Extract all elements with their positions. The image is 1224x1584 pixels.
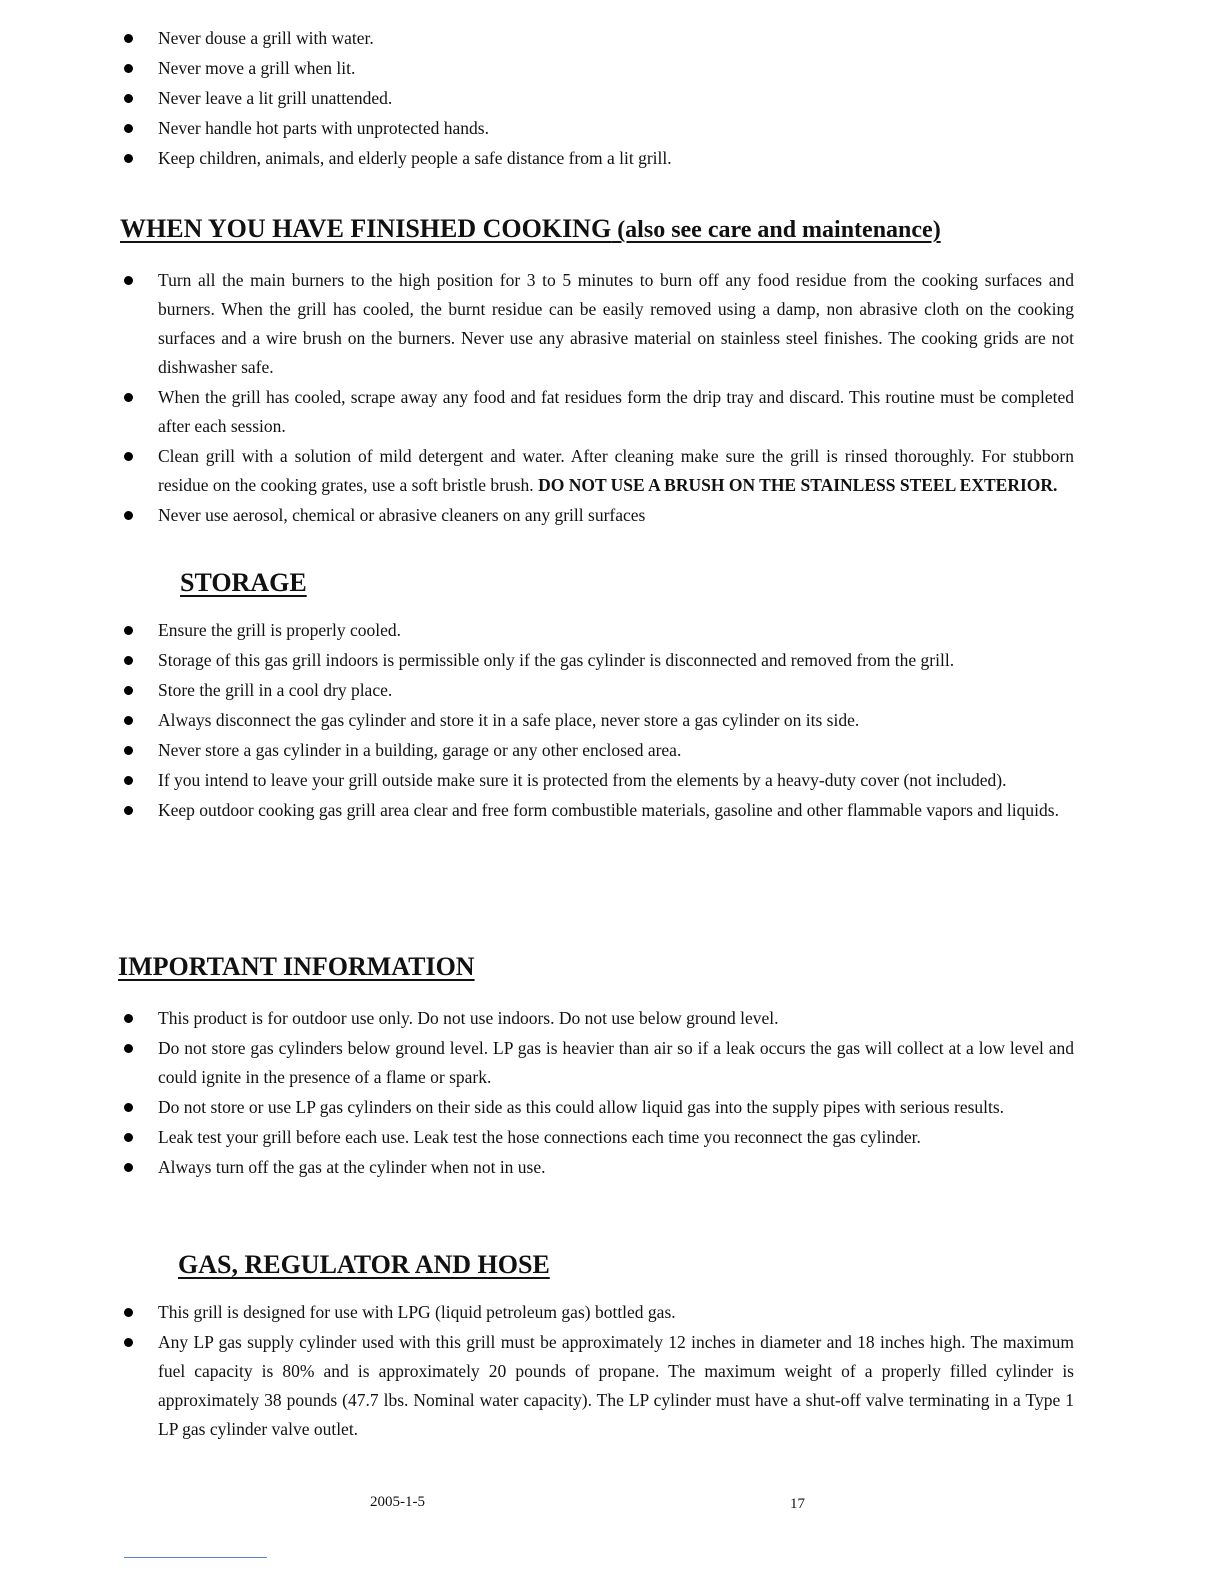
bullet-icon <box>124 746 133 755</box>
list-item: When the grill has cooled, scrape away any food and fat residues form the drip tray and discard. This routine must be completed after each session. <box>0 383 1224 441</box>
bullet-icon <box>124 1014 133 1023</box>
list-item: Never leave a lit grill unattended. <box>0 84 1224 113</box>
finished-list <box>0 266 1224 530</box>
list-item: Ensure the grill is properly cooled. <box>0 616 1224 645</box>
list-item: Never store a gas cylinder in a building, garage or any other enclosed area. <box>0 736 1224 765</box>
list-item: Storage of this gas grill indoors is permissible only if the gas cylinder is disconnected and removed from the grill. <box>0 646 1224 675</box>
list-item: Keep children, animals, and elderly people a safe distance from a lit grill. <box>0 144 1224 173</box>
page-number: 17 <box>790 1496 805 1512</box>
bullet-icon <box>124 626 133 635</box>
bullet-icon <box>124 806 133 815</box>
bullet-icon <box>124 656 133 665</box>
list-item: Turn all the main burners to the high position for 3 to 5 minutes to burn off any food residue from the cooking surfaces and burners. When the grill has cooled, the burnt residue can be easily removed using a damp, non abrasive cloth on the cooking surfaces and a wire brush on the burners. Never use any abrasive material on stainless steel finishes. The cooking grids are not dishwasher safe. <box>0 266 1224 382</box>
list-item: Never douse a grill with water. <box>0 24 1224 53</box>
important-list <box>0 1004 1224 1182</box>
bullet-icon <box>124 1103 133 1112</box>
bullet-icon <box>124 1133 133 1142</box>
gas-list <box>0 1298 1224 1444</box>
list-item: Never move a grill when lit. <box>0 54 1224 83</box>
footer-rule <box>124 1557 267 1558</box>
list-item: Keep outdoor cooking gas grill area clear and free form combustible materials, gasoline and other flammable vapors and liquids. <box>0 796 1224 825</box>
storage-section <box>0 616 1224 826</box>
list-item: Do not store or use LP gas cylinders on their side as this could allow liquid gas into the supply pipes with serious results. <box>0 1093 1224 1122</box>
list-item: Do not store gas cylinders below ground level. LP gas is heavier than air so if a leak occurs the gas will collect at a low level and could ignite in the presence of a flame or spark. <box>0 1034 1224 1092</box>
list-item: This grill is designed for use with LPG (liquid petroleum gas) bottled gas. <box>0 1298 1224 1327</box>
gas-section <box>0 1298 1224 1445</box>
bullet-icon <box>124 1163 133 1172</box>
list-item: Always disconnect the gas cylinder and store it in a safe place, never store a gas cylinder on its side. <box>0 706 1224 735</box>
gas-heading: GAS, REGULATOR AND HOSE <box>178 1250 550 1279</box>
bullet-icon <box>124 686 133 695</box>
bullet-icon <box>124 716 133 725</box>
bullet-icon <box>124 94 133 103</box>
storage-heading: STORAGE <box>180 568 307 597</box>
bullet-icon <box>124 124 133 133</box>
footer-date: 2005-1-5 <box>370 1494 425 1510</box>
important-heading: IMPORTANT INFORMATION <box>118 952 475 981</box>
finished-section <box>0 266 1224 531</box>
list-item: Store the grill in a cool dry place. <box>0 676 1224 705</box>
bullet-icon <box>124 1338 133 1347</box>
list-item: Never handle hot parts with unprotected hands. <box>0 114 1224 143</box>
bullet-icon <box>124 511 133 520</box>
list-item: Never use aerosol, chemical or abrasive cleaners on any grill surfaces <box>0 501 1224 530</box>
list-item: Any LP gas supply cylinder used with this grill must be approximately 12 inches in diameter and 18 inches high. The maximum fuel capacity is 80% and is approximately 20 pounds of propane. The maximum weight of a properly filled cylinder is approximately 38 pounds (47.7 lbs. Nominal water capacity). The LP cylinder must have a shut-off valve terminating in a Type 1 LP gas cylinder valve outlet. <box>0 1328 1224 1444</box>
bullet-icon <box>124 34 133 43</box>
finished-heading: WHEN YOU HAVE FINISHED COOKING (also see care and maintenance) <box>120 214 941 243</box>
list-item: This product is for outdoor use only. Do not use indoors. Do not use below ground level. <box>0 1004 1224 1033</box>
safety-section <box>0 24 1224 174</box>
list-item: Clean grill with a solution of mild detergent and water. After cleaning make sure the grill is rinsed thoroughly. For stubborn residue on the cooking grates, use a soft bristle brush. DO NOT USE A BRUSH ON THE STAINLESS STEEL EXTERIOR. <box>0 442 1224 500</box>
safety-list <box>0 24 1224 173</box>
bullet-icon <box>124 452 133 461</box>
bullet-icon <box>124 1308 133 1317</box>
bullet-icon <box>124 276 133 285</box>
bullet-icon <box>124 154 133 163</box>
important-section <box>0 1004 1224 1183</box>
list-item: Always turn off the gas at the cylinder when not in use. <box>0 1153 1224 1182</box>
bullet-icon <box>124 393 133 402</box>
bullet-icon <box>124 1044 133 1053</box>
bullet-icon <box>124 776 133 785</box>
bullet-icon <box>124 64 133 73</box>
list-item: If you intend to leave your grill outside make sure it is protected from the elements by a heavy-duty cover (not included). <box>0 766 1224 795</box>
storage-list <box>0 616 1224 825</box>
list-item: Leak test your grill before each use. Leak test the hose connections each time you reconnect the gas cylinder. <box>0 1123 1224 1152</box>
